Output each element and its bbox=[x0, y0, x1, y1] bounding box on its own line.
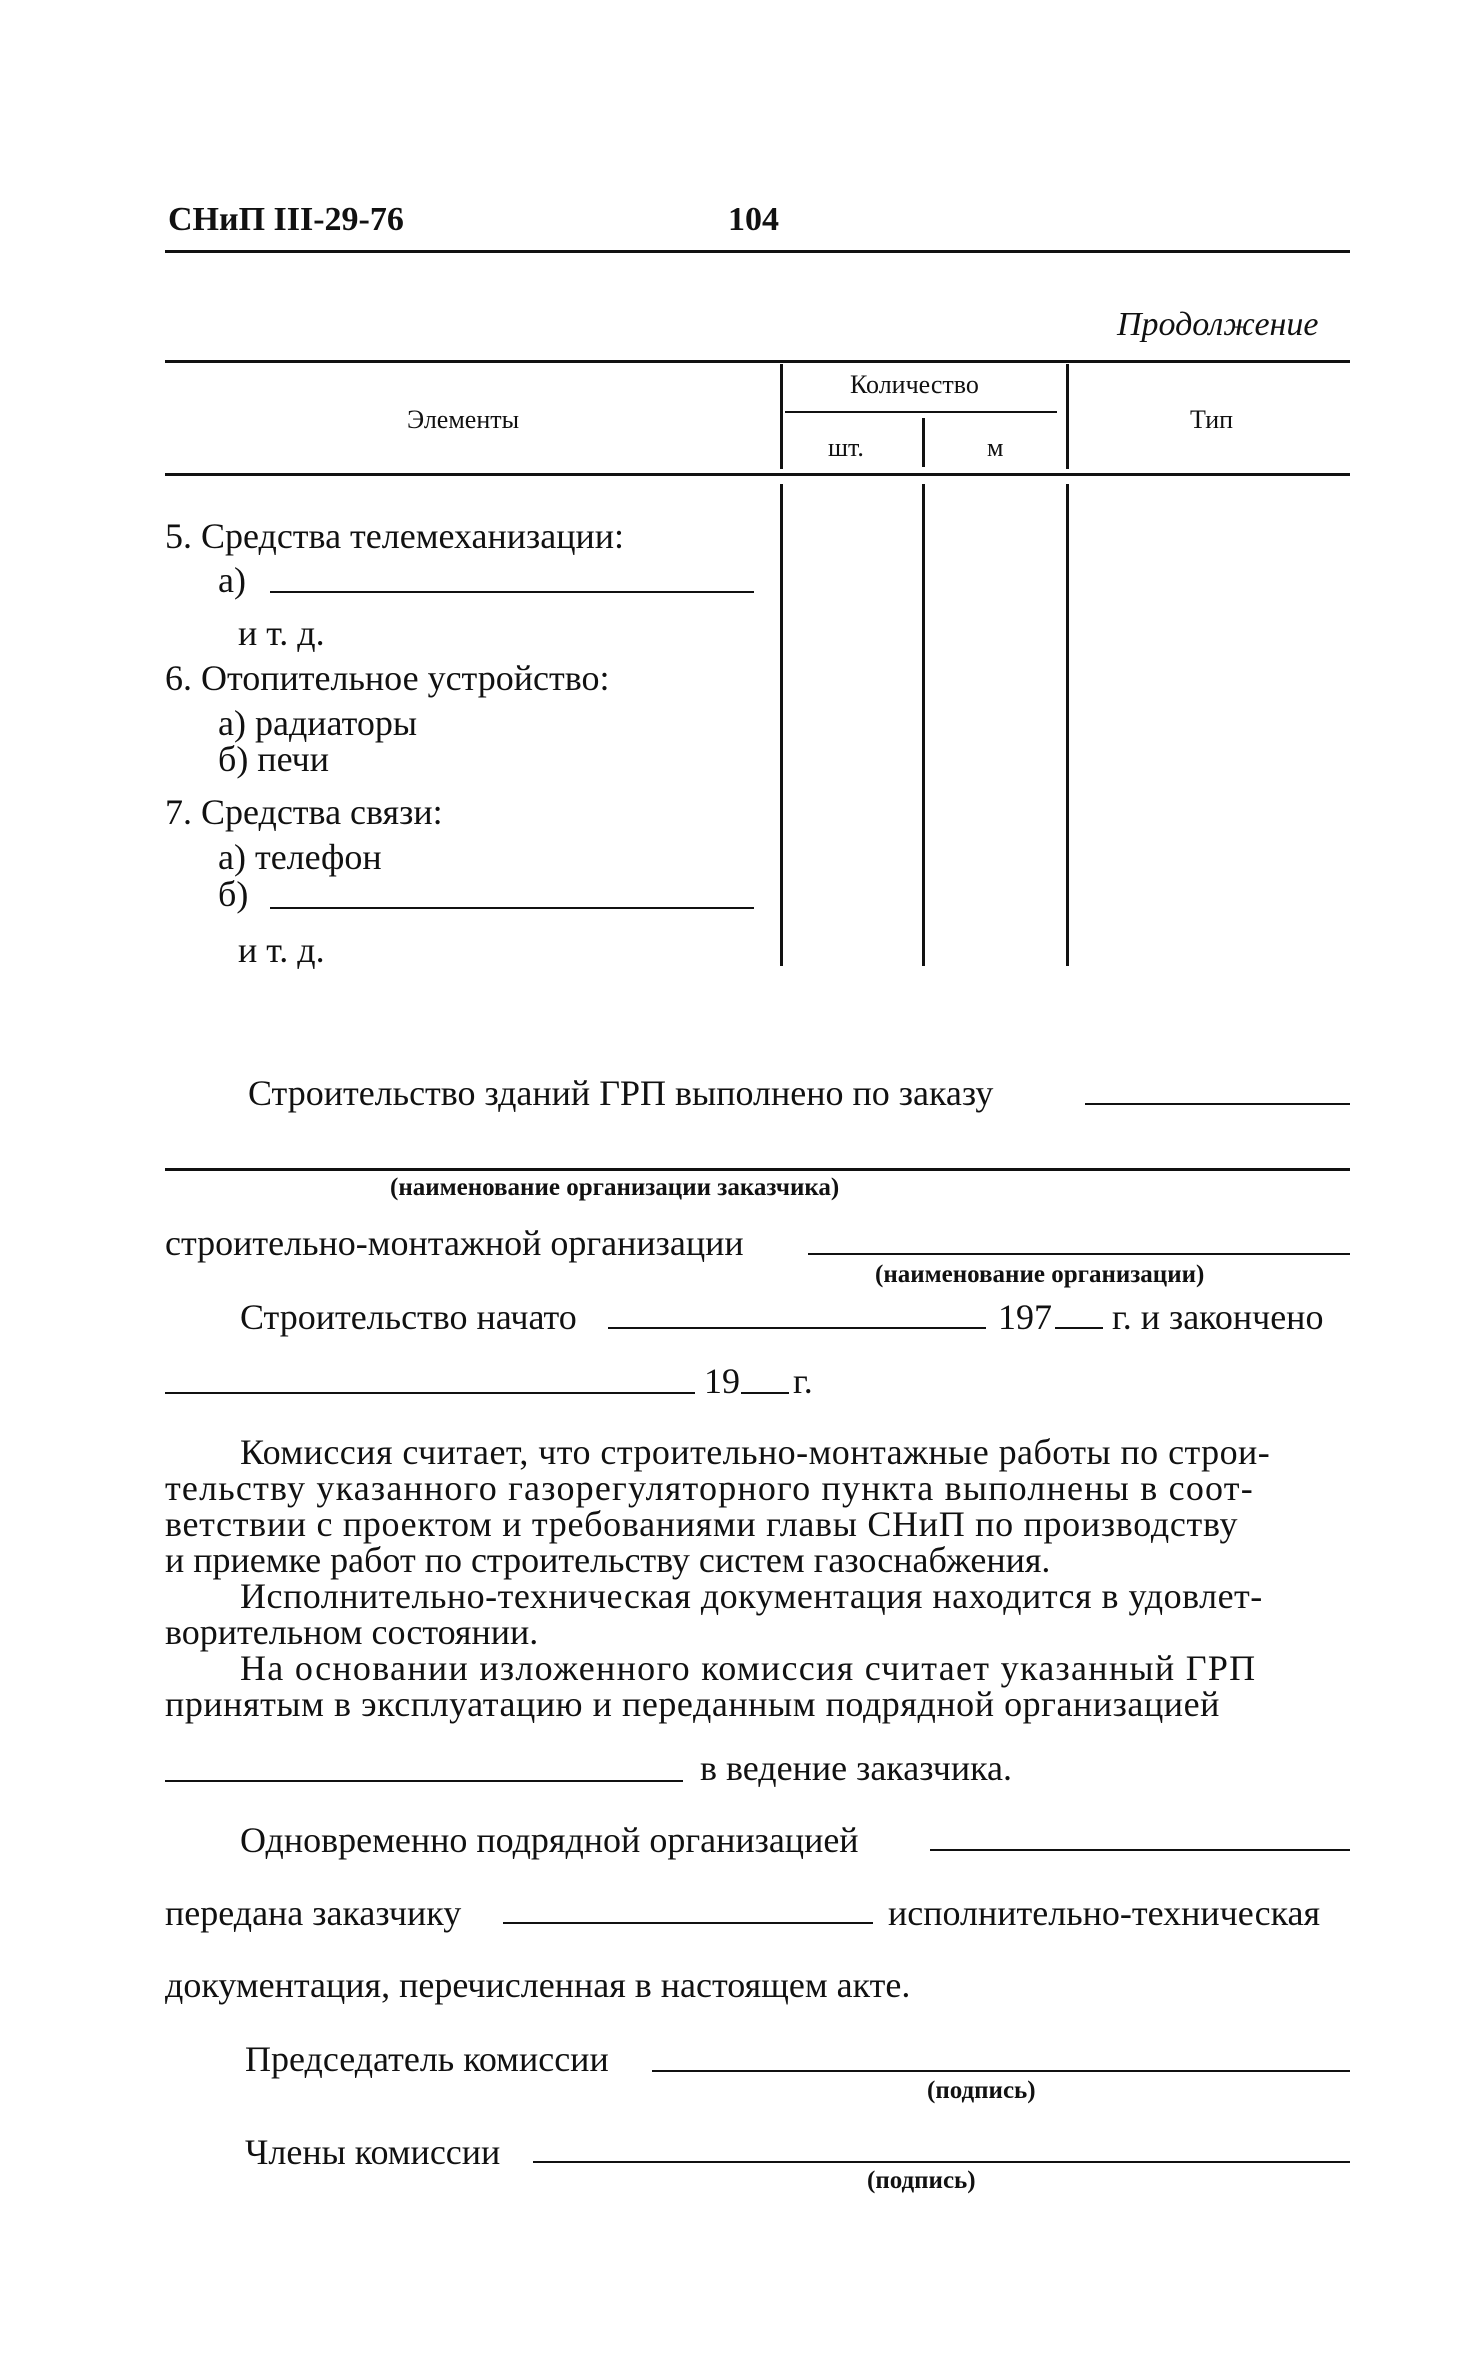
table-row: и т. д. bbox=[238, 930, 325, 970]
started-date-blank[interactable] bbox=[608, 1327, 986, 1329]
chairman-label: Председатель комиссии bbox=[245, 2039, 609, 2079]
customer-name-hint: (наименование организации заказчика) bbox=[390, 1174, 840, 1201]
col-header-quantity: Количество bbox=[850, 370, 979, 399]
table-row: а) bbox=[218, 560, 246, 600]
org-name-blank[interactable] bbox=[808, 1253, 1350, 1255]
table-header-bottom-rule bbox=[165, 473, 1350, 476]
finished-date-blank[interactable] bbox=[165, 1392, 695, 1394]
table-vline-2 bbox=[922, 484, 925, 966]
table-row: 5. Средства телемеханизации: bbox=[165, 516, 625, 556]
paragraph-commission-line-1: Комиссия считает, что строительно-монтажные работы по строи- bbox=[240, 1432, 1271, 1472]
page-number: 104 bbox=[728, 201, 779, 238]
table-vline-3-header bbox=[1066, 364, 1069, 469]
quantity-divider bbox=[785, 411, 1057, 413]
transferred-label: передана заказчику bbox=[165, 1893, 462, 1933]
year-197-blank[interactable] bbox=[1055, 1327, 1103, 1329]
paragraph-commission-line-4: и приемке работ по строительству систем газоснабжения. bbox=[165, 1540, 1051, 1580]
exec-tech-label: исполнительно-техническая bbox=[888, 1893, 1321, 1933]
table-row: б) bbox=[218, 874, 249, 914]
year-19-blank[interactable] bbox=[741, 1392, 789, 1394]
org-label: строительно-монтажной организации bbox=[165, 1223, 744, 1263]
contractor-blank[interactable] bbox=[930, 1849, 1350, 1851]
document-code: СНиП III-29-76 bbox=[168, 201, 404, 238]
table-row: и т. д. bbox=[238, 613, 325, 653]
table-row: а) радиаторы bbox=[218, 703, 418, 743]
chairman-signature-hint: (подпись) bbox=[927, 2077, 1036, 2104]
members-label: Члены комиссии bbox=[245, 2132, 501, 2172]
col-header-type: Тип bbox=[1190, 405, 1234, 434]
paragraph-acceptance-line-2: принятым в эксплуатацию и переданным подрядной организацией bbox=[165, 1684, 1220, 1724]
paragraph-docs-line-1: Исполнительно-техническая документация находится в удовлет- bbox=[240, 1576, 1263, 1616]
header-rule bbox=[165, 250, 1350, 253]
customer-management-label: в ведение заказчика. bbox=[700, 1748, 1013, 1788]
year-suffix: г. bbox=[793, 1361, 813, 1401]
table-row: 6. Отопительное устройство: bbox=[165, 658, 610, 698]
construction-order-label: Строительство зданий ГРП выполнено по заказу bbox=[248, 1073, 994, 1113]
finished-suffix: г. и закончено bbox=[1112, 1297, 1324, 1337]
paragraph-acceptance-line-1: На основании изложенного комиссия считает указанный ГРП bbox=[240, 1648, 1257, 1688]
members-signature-hint: (подпись) bbox=[867, 2167, 976, 2194]
table-vline-3 bbox=[1066, 484, 1069, 966]
table-vline-2-header bbox=[922, 418, 925, 467]
col-header-pcs: шт. bbox=[828, 433, 864, 462]
table-vline-1-header bbox=[780, 364, 783, 469]
started-label: Строительство начато bbox=[240, 1297, 577, 1337]
paragraph-docs-line-2: ворительном состоянии. bbox=[165, 1612, 539, 1652]
continuation-label: Продолжение bbox=[1117, 306, 1319, 343]
chairman-signature-line[interactable] bbox=[652, 2070, 1350, 2072]
customer-name-line[interactable] bbox=[165, 1168, 1350, 1171]
members-signature-line[interactable] bbox=[533, 2161, 1350, 2163]
table-vline-1 bbox=[780, 484, 783, 966]
simultaneously-label: Одновременно подрядной организацией bbox=[240, 1820, 859, 1860]
paragraph-commission-line-3: ветствии с проектом и требованиями главы СНиП по производству bbox=[165, 1504, 1239, 1544]
table-row: 7. Средства связи: bbox=[165, 792, 443, 832]
contractor-name-blank[interactable] bbox=[165, 1780, 683, 1782]
col-header-m: м bbox=[987, 433, 1004, 462]
year-197: 197 bbox=[998, 1297, 1052, 1337]
table-top-rule bbox=[165, 360, 1350, 363]
row-blank-line bbox=[270, 591, 754, 593]
transferred-blank[interactable] bbox=[503, 1922, 873, 1924]
order-blank[interactable] bbox=[1085, 1103, 1350, 1105]
table-row: а) телефон bbox=[218, 837, 382, 877]
org-name-hint: (наименование организации) bbox=[875, 1261, 1205, 1288]
paragraph-commission-line-2: тельству указанного газорегуляторного пункта выполнены в соот- bbox=[165, 1468, 1254, 1508]
row-blank-line bbox=[270, 907, 754, 909]
col-header-elements: Элементы bbox=[407, 405, 520, 434]
documentation-listed-label: документация, перечисленная в настоящем акте. bbox=[165, 1965, 911, 2005]
year-19: 19 bbox=[704, 1361, 740, 1401]
table-row: б) печи bbox=[218, 739, 330, 779]
